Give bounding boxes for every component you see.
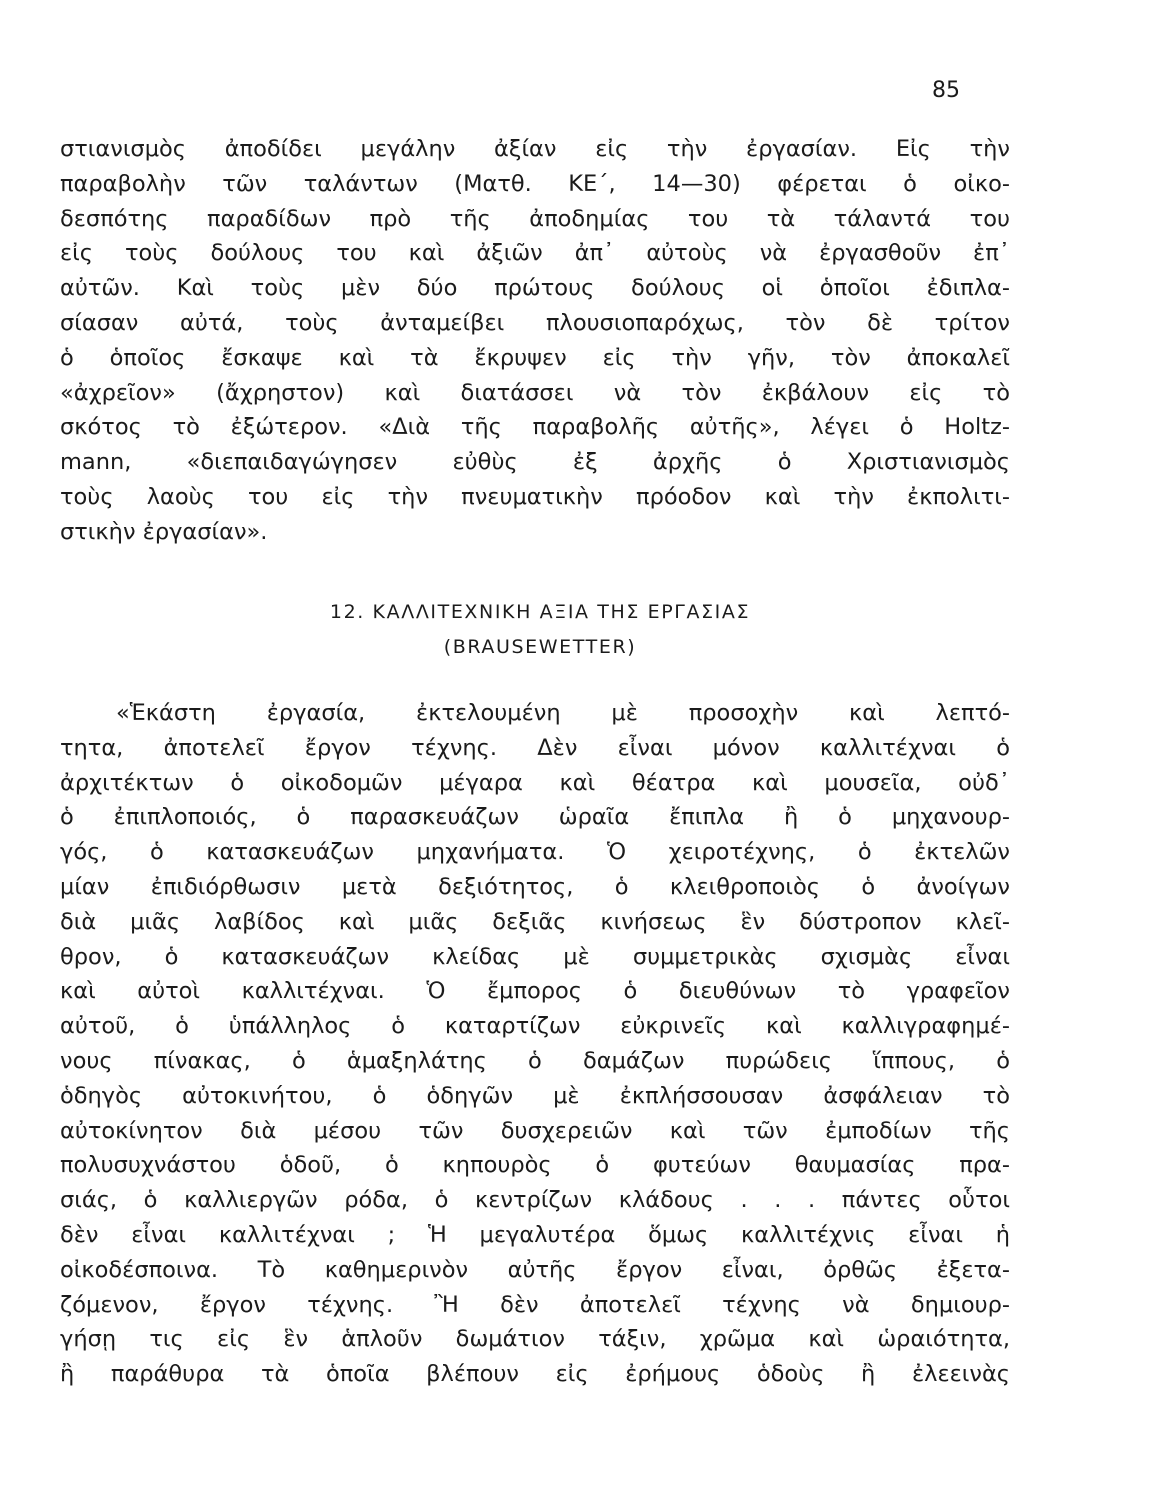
text-line: γήσῃ τις εἰς ἓν ἁπλοῦν δωμάτιον τάξιν, χρῶμα καὶ ὡραιότητα, [60, 1326, 1010, 1353]
text-line: αὐτοκίνητον διὰ μέσου τῶν δυσχερειῶν καὶ τῶν ἐμποδίων τῆς [60, 1117, 1010, 1144]
text-line: σίασαν αὐτά, τοὺς ἀνταμείβει πλουσιοπαρόχως, τὸν δὲ τρίτον [60, 309, 1010, 336]
text-line: ὁ ἐπιπλοποιός, ὁ παρασκευάζων ὡραῖα ἔπιπλα ἢ ὁ μηχανουρ- [60, 804, 1010, 831]
text-line: στικὴν ἐργασίαν». [60, 518, 268, 545]
text-line: ὁδηγὸς αὐτοκινήτου, ὁ ὁδηγῶν μὲ ἐκπλήσσουσαν ἀσφάλειαν τὸ [60, 1082, 1010, 1109]
text-line: σκότος τὸ ἐξώτερον. «Διὰ τῆς παραβολῆς αὐτῆς», λέγει ὁ Holtz- [60, 414, 1010, 441]
section-subtitle: (BRAUSEWETTER) [443, 636, 637, 658]
text-line: δὲν εἶναι καλλιτέχναι ; Ἡ μεγαλυτέρα ὅμως καλλιτέχνις εἶναι ἡ [60, 1221, 1010, 1248]
text-line: mann, «διεπαιδαγώγησεν εὐθὺς ἐξ ἀρχῆς ὁ Χριστιανισμὸς [60, 449, 1010, 476]
text-line: γός, ὁ κατασκευάζων μηχανήματα. Ὁ χειροτέχνης, ὁ ἐκτελῶν [60, 839, 1010, 866]
text-line: σιάς, ὁ καλλιεργῶν ρόδα, ὁ κεντρίζων κλάδους . . . πάντες οὗτοι [60, 1187, 1010, 1214]
text-line: ζόμενον, ἔργον τέχνης. Ἢ δὲν ἀποτελεῖ τέχνης νὰ δημιουρ- [60, 1291, 1010, 1318]
text-line: πολυσυχνάστου ὁδοῦ, ὁ κηπουρὸς ὁ φυτεύων θαυμασίας πρα- [60, 1152, 1010, 1179]
text-line: μίαν ἐπιδιόρθωσιν μετὰ δεξιότητος, ὁ κλειθροποιὸς ὁ ἀνοίγων [60, 873, 1010, 900]
text-line: οἰκοδέσποινα. Τὸ καθημερινὸν αὐτῆς ἔργον εἶναι, ὀρθῶς ἐξετα- [60, 1256, 1010, 1283]
text-line: ἢ παράθυρα τὰ ὁποῖα βλέπουν εἰς ἐρήμους ὁδοὺς ἢ ἐλεεινὰς [60, 1361, 1010, 1388]
text-line: διὰ μιᾶς λαβίδος καὶ μιᾶς δεξιᾶς κινήσεως ἓν δύστροπον κλεῖ- [60, 908, 1010, 935]
paragraph-1 [60, 132, 1010, 550]
text-line: εἰς τοὺς δούλους του καὶ ἀξιῶν ἀπ᾽ αὐτοὺς νὰ ἐργασθοῦν ἐπ᾽ [60, 240, 1010, 267]
text-line: αὐτῶν. Καὶ τοὺς μὲν δύο πρώτους δούλους οἱ ὁποῖοι ἐδιπλα- [60, 275, 1010, 302]
text-line: «ἀχρεῖον» (ἄχρηστον) καὶ διατάσσει νὰ τὸν ἐκβάλουν εἰς τὸ [60, 379, 1010, 406]
page-number: 85 [932, 78, 960, 103]
text-line: νους πίνακας, ὁ ἁμαξηλάτης ὁ δαμάζων πυρώδεις ἵππους, ὁ [60, 1047, 1010, 1074]
text-line: «Ἑκάστη ἐργασία, ἐκτελουμένη μὲ προσοχὴν καὶ λεπτό- [116, 700, 1010, 726]
section-title: 12. ΚΑΛΛΙΤΕΧΝΙΚΗ ΑΞΙΑ ΤΗΣ ΕΡΓΑΣΙΑΣ [329, 601, 751, 623]
text-line: στιανισμὸς ἀποδίδει μεγάλην ἀξίαν εἰς τὴν ἐργασίαν. Εἰς τὴν [60, 136, 1010, 162]
text-line: παραβολὴν τῶν ταλάντων (Ματθ. ΚΕ΄, 14—30) φέρεται ὁ οἰκο- [60, 170, 1010, 197]
text-line: τοὺς λαοὺς του εἰς τὴν πνευματικὴν πρόοδον καὶ τὴν ἐκπολιτι- [60, 483, 1010, 510]
text-line: τητα, ἀποτελεῖ ἔργον τέχνης. Δὲν εἶναι μόνον καλλιτέχναι ὁ [60, 734, 1010, 761]
text-line: αὐτοῦ, ὁ ὑπάλληλος ὁ καταρτίζων εὐκρινεῖς καὶ καλλιγραφημέ- [60, 1013, 1010, 1040]
text-line: θρον, ὁ κατασκευάζων κλείδας μὲ συμμετρικὰς σχισμὰς εἶναι [60, 943, 1010, 970]
text-line: ὁ ὁποῖος ἔσκαψε καὶ τὰ ἔκρυψεν εἰς τὴν γῆν, τὸν ἀποκαλεῖ [60, 344, 1010, 371]
text-line: δεσπότης παραδίδων πρὸ τῆς ἀποδημίας του τὰ τάλαντά του [60, 205, 1010, 232]
text-line: καὶ αὐτοὶ καλλιτέχναι. Ὁ ἔμπορος ὁ διευθύνων τὸ γραφεῖον [60, 978, 1010, 1005]
text-line: ἀρχιτέκτων ὁ οἰκοδομῶν μέγαρα καὶ θέατρα καὶ μουσεῖα, οὐδ᾽ [60, 769, 1010, 796]
paragraph-2 [60, 696, 1010, 1392]
